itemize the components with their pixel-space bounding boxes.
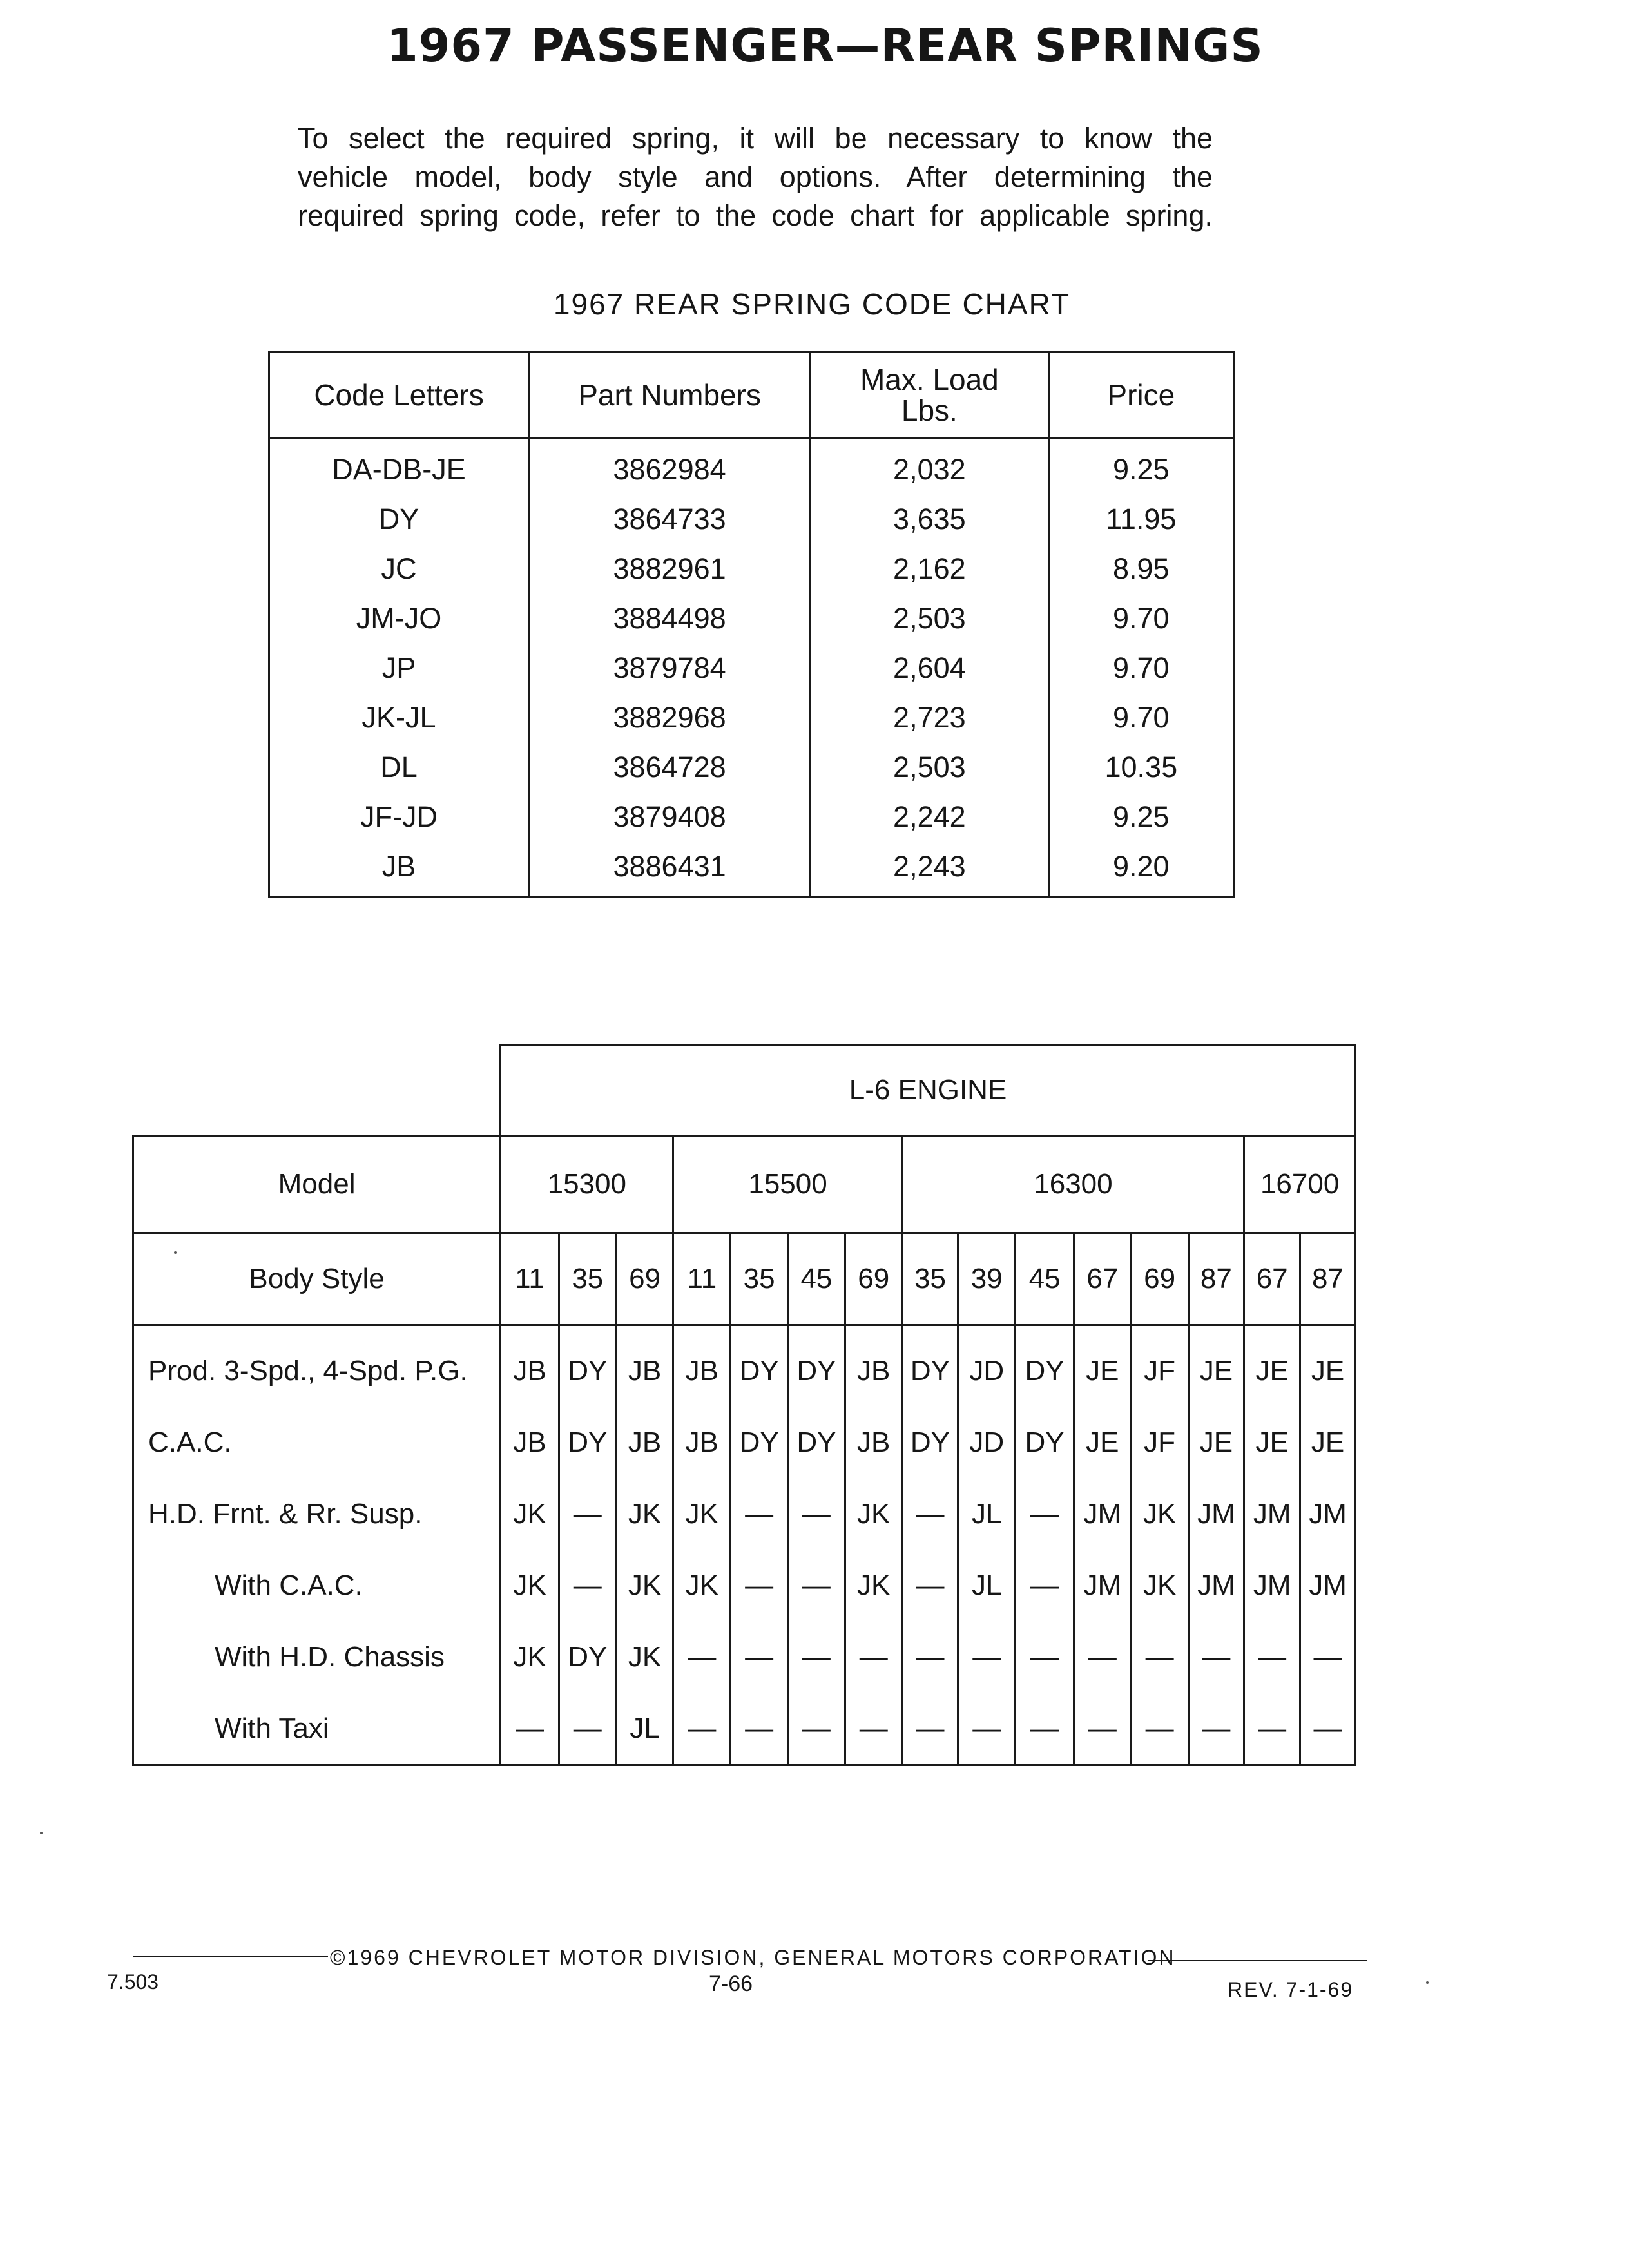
spring-code-cell: JE	[1074, 1407, 1131, 1478]
spring-code-cell: DY	[1016, 1325, 1074, 1407]
part-number-cell: 3882968	[529, 693, 811, 742]
spring-code-cell: —	[902, 1550, 958, 1621]
code-chart-row	[269, 693, 1234, 742]
spring-code-cell: —	[731, 1478, 788, 1550]
l6-engine-chart	[132, 1044, 1356, 1766]
spring-code-cell: DY	[731, 1407, 788, 1478]
option-row	[133, 1407, 1356, 1478]
part-number-cell: 3879408	[529, 792, 811, 841]
spring-code-cell: —	[1016, 1478, 1074, 1550]
body-style-header: 11	[501, 1233, 559, 1325]
code-chart-row	[269, 438, 1234, 495]
price-cell: 9.25	[1048, 792, 1233, 841]
model-header-row	[133, 1136, 1356, 1233]
intro-line: required spring code, refer to the code chart for applicable spring.	[298, 199, 1213, 232]
spring-code-cell: JL	[958, 1478, 1016, 1550]
spring-code-cell: JB	[845, 1407, 902, 1478]
part-number-cell: 3864728	[529, 742, 811, 792]
spring-code-cell: JB	[616, 1407, 673, 1478]
spring-code-cell: DY	[559, 1407, 616, 1478]
spring-code-cell: —	[559, 1478, 616, 1550]
spring-code-cell: —	[902, 1621, 958, 1693]
max-load-header-text: Max. Load Lbs.	[860, 363, 999, 427]
model-header: 15500	[673, 1136, 902, 1233]
spring-code-cell: —	[673, 1621, 731, 1693]
spring-code-cell: —	[788, 1478, 845, 1550]
spring-code-cell: DY	[1016, 1407, 1074, 1478]
spring-code-cell: JK	[1131, 1478, 1188, 1550]
spring-code-cell: DY	[559, 1325, 616, 1407]
spring-code-cell: JE	[1244, 1407, 1300, 1478]
price-cell: 8.95	[1048, 544, 1233, 593]
spring-code-cell: —	[559, 1550, 616, 1621]
code-chart-title: 1967 REAR SPRING CODE CHART	[553, 287, 1071, 321]
spring-code-cell: —	[1074, 1693, 1131, 1765]
spring-code-cell: —	[1244, 1621, 1300, 1693]
spring-code-cell: —	[845, 1621, 902, 1693]
page-title: 1967 PASSENGER—REAR SPRINGS	[387, 19, 1264, 72]
max-load-header	[811, 352, 1049, 438]
spring-code-cell: JM	[1244, 1478, 1300, 1550]
code-letters-cell: JK-JL	[269, 693, 529, 742]
spring-code-cell: JM	[1074, 1478, 1131, 1550]
option-row	[133, 1550, 1356, 1621]
spring-code-cell: JK	[1131, 1550, 1188, 1621]
spring-code-cell: JB	[845, 1325, 902, 1407]
spring-code-cell: JD	[958, 1407, 1016, 1478]
spring-code-cell: —	[559, 1693, 616, 1765]
spring-code-cell: —	[1300, 1621, 1356, 1693]
code-chart-row	[269, 494, 1234, 544]
spring-code-cell: JE	[1074, 1325, 1131, 1407]
spring-code-cell: JB	[673, 1407, 731, 1478]
price-cell: 9.20	[1048, 841, 1233, 897]
spring-code-cell: —	[788, 1693, 845, 1765]
code-chart-body	[269, 438, 1234, 897]
spring-code-cell: —	[902, 1693, 958, 1765]
intro-line: To select the required spring, it will be necessary to know the	[298, 122, 1213, 155]
price-cell: 9.70	[1048, 693, 1233, 742]
spring-code-cell: JF	[1131, 1407, 1188, 1478]
option-label: C.A.C.	[133, 1407, 501, 1478]
spring-code-cell: —	[958, 1621, 1016, 1693]
footer-revision: REV. 7-1-69	[1228, 1978, 1354, 2001]
spring-code-cell: —	[1244, 1693, 1300, 1765]
part-numbers-header: Part Numbers	[529, 352, 811, 438]
code-letters-cell: JF-JD	[269, 792, 529, 841]
option-label: With C.A.C.	[133, 1550, 501, 1621]
spring-code-cell: DY	[559, 1621, 616, 1693]
spring-code-cell: JB	[501, 1407, 559, 1478]
spring-code-cell: —	[788, 1550, 845, 1621]
engine-header: L-6 ENGINE	[501, 1045, 1356, 1136]
price-cell: 9.25	[1048, 438, 1233, 495]
model-header: 16700	[1244, 1136, 1356, 1233]
spring-code-cell: —	[845, 1693, 902, 1765]
spring-code-cell: JB	[616, 1325, 673, 1407]
spring-code-cell: JM	[1188, 1478, 1244, 1550]
part-number-cell: 3884498	[529, 593, 811, 643]
spring-code-cell: JM	[1074, 1550, 1131, 1621]
spring-code-cell: —	[501, 1693, 559, 1765]
part-number-cell: 3882961	[529, 544, 811, 593]
code-letters-cell: DY	[269, 494, 529, 544]
intro-paragraph	[298, 119, 1213, 235]
spring-code-cell: —	[1016, 1693, 1074, 1765]
spring-code-cell: DY	[902, 1407, 958, 1478]
intro-line: vehicle model, body style and options. After determining the	[298, 160, 1213, 193]
spring-code-cell: JK	[501, 1478, 559, 1550]
spring-code-cell: JD	[958, 1325, 1016, 1407]
spring-code-cell: JM	[1300, 1478, 1356, 1550]
footer-rule-left	[133, 1956, 328, 1957]
spring-code-cell: JE	[1188, 1325, 1244, 1407]
price-cell: 11.95	[1048, 494, 1233, 544]
spring-code-cell: DY	[902, 1325, 958, 1407]
max-load-cell: 2,162	[811, 544, 1049, 593]
spring-code-cell: JL	[616, 1693, 673, 1765]
code-letters-cell: JM-JO	[269, 593, 529, 643]
option-label: With H.D. Chassis	[133, 1621, 501, 1693]
spring-code-cell: —	[1016, 1550, 1074, 1621]
scan-speck	[40, 1832, 43, 1834]
spring-code-cell: JE	[1188, 1407, 1244, 1478]
model-header: 15300	[501, 1136, 673, 1233]
spring-code-cell: DY	[788, 1407, 845, 1478]
price-cell: 9.70	[1048, 593, 1233, 643]
spring-code-cell: JK	[501, 1550, 559, 1621]
spring-code-cell: —	[788, 1621, 845, 1693]
spring-code-cell: JK	[673, 1478, 731, 1550]
max-load-cell: 2,604	[811, 643, 1049, 693]
spring-code-cell: JK	[673, 1550, 731, 1621]
code-chart-header-row	[269, 352, 1234, 438]
code-chart-row	[269, 841, 1234, 897]
spring-code-cell: —	[1188, 1621, 1244, 1693]
part-number-cell: 3879784	[529, 643, 811, 693]
footer-page-number: 7-66	[709, 1972, 753, 1996]
spring-code-cell: JK	[616, 1621, 673, 1693]
option-row	[133, 1325, 1356, 1407]
spring-code-cell: JM	[1244, 1550, 1300, 1621]
part-number-cell: 3864733	[529, 494, 811, 544]
body-style-header-row	[133, 1233, 1356, 1325]
option-label: Prod. 3-Spd., 4-Spd. P.G.	[133, 1325, 501, 1407]
code-letters-cell: DA-DB-JE	[269, 438, 529, 495]
spring-code-cell: JF	[1131, 1325, 1188, 1407]
body-style-header: 35	[559, 1233, 616, 1325]
spring-code-cell: JK	[501, 1621, 559, 1693]
blank-corner	[133, 1045, 501, 1136]
code-letters-cell: JC	[269, 544, 529, 593]
body-style-header: 11	[673, 1233, 731, 1325]
max-load-cell: 2,032	[811, 438, 1049, 495]
spring-code-cell: JK	[616, 1550, 673, 1621]
spring-code-cell: —	[1074, 1621, 1131, 1693]
price-header: Price	[1048, 352, 1233, 438]
spring-code-cell: —	[902, 1478, 958, 1550]
footer-rule-right	[1148, 1960, 1367, 1961]
spring-code-cell: —	[1131, 1621, 1188, 1693]
body-style-header: 69	[1131, 1233, 1188, 1325]
spring-code-cell: DY	[731, 1325, 788, 1407]
code-chart-row	[269, 792, 1234, 841]
part-number-cell: 3886431	[529, 841, 811, 897]
spring-code-cell: JK	[845, 1550, 902, 1621]
price-cell: 10.35	[1048, 742, 1233, 792]
scan-speck	[1426, 1981, 1429, 1984]
max-load-cell: 3,635	[811, 494, 1049, 544]
part-number-cell: 3862984	[529, 438, 811, 495]
spring-code-cell: —	[731, 1621, 788, 1693]
footer-copyright: ©1969 CHEVROLET MOTOR DIVISION, GENERAL MOTORS CORPORATION	[330, 1946, 1176, 1969]
spring-code-cell: —	[1131, 1693, 1188, 1765]
spring-code-cell: JB	[501, 1325, 559, 1407]
max-load-cell: 2,723	[811, 693, 1049, 742]
body-style-header: 39	[958, 1233, 1016, 1325]
body-style-header: 35	[902, 1233, 958, 1325]
engine-header-row	[133, 1045, 1356, 1136]
code-chart-row	[269, 742, 1234, 792]
model-label: Model	[133, 1136, 501, 1233]
spring-code-cell: —	[731, 1693, 788, 1765]
max-load-cell: 2,503	[811, 742, 1049, 792]
spring-code-chart	[268, 351, 1235, 898]
spring-code-cell: —	[1188, 1693, 1244, 1765]
option-row	[133, 1621, 1356, 1693]
option-label: H.D. Frnt. & Rr. Susp.	[133, 1478, 501, 1550]
spring-code-cell: JE	[1300, 1325, 1356, 1407]
spring-code-cell: JM	[1188, 1550, 1244, 1621]
body-style-header: 87	[1188, 1233, 1244, 1325]
spring-code-cell: JM	[1300, 1550, 1356, 1621]
spring-code-cell: JE	[1300, 1407, 1356, 1478]
max-load-cell: 2,503	[811, 593, 1049, 643]
code-letters-header: Code Letters	[269, 352, 529, 438]
spring-code-cell: —	[1300, 1693, 1356, 1765]
option-row	[133, 1478, 1356, 1550]
code-chart-row	[269, 593, 1234, 643]
body-style-header: 87	[1300, 1233, 1356, 1325]
spring-code-cell: JL	[958, 1550, 1016, 1621]
spring-code-cell: JK	[616, 1478, 673, 1550]
spring-code-cell: JB	[673, 1325, 731, 1407]
spring-code-cell: DY	[788, 1325, 845, 1407]
body-style-header: 45	[1016, 1233, 1074, 1325]
spring-code-cell: —	[958, 1693, 1016, 1765]
spring-code-cell: —	[1016, 1621, 1074, 1693]
code-chart-row	[269, 643, 1234, 693]
spring-code-cell: JK	[845, 1478, 902, 1550]
code-letters-cell: JP	[269, 643, 529, 693]
code-letters-cell: JB	[269, 841, 529, 897]
footer-section-number: 7.503	[107, 1970, 159, 1994]
code-chart-row	[269, 544, 1234, 593]
price-cell: 9.70	[1048, 643, 1233, 693]
spring-code-cell: —	[731, 1550, 788, 1621]
option-row	[133, 1693, 1356, 1765]
body-style-header: 67	[1074, 1233, 1131, 1325]
scan-speck	[174, 1251, 177, 1254]
model-header: 16300	[902, 1136, 1244, 1233]
body-style-header: 69	[616, 1233, 673, 1325]
engine-chart-body	[133, 1325, 1356, 1765]
code-letters-cell: DL	[269, 742, 529, 792]
max-load-cell: 2,243	[811, 841, 1049, 897]
spring-code-cell: —	[673, 1693, 731, 1765]
body-style-header: 35	[731, 1233, 788, 1325]
body-style-label: Body Style	[133, 1233, 501, 1325]
option-label: With Taxi	[133, 1693, 501, 1765]
spring-code-cell: JE	[1244, 1325, 1300, 1407]
body-style-header: 45	[788, 1233, 845, 1325]
body-style-header: 67	[1244, 1233, 1300, 1325]
max-load-cell: 2,242	[811, 792, 1049, 841]
body-style-header: 69	[845, 1233, 902, 1325]
